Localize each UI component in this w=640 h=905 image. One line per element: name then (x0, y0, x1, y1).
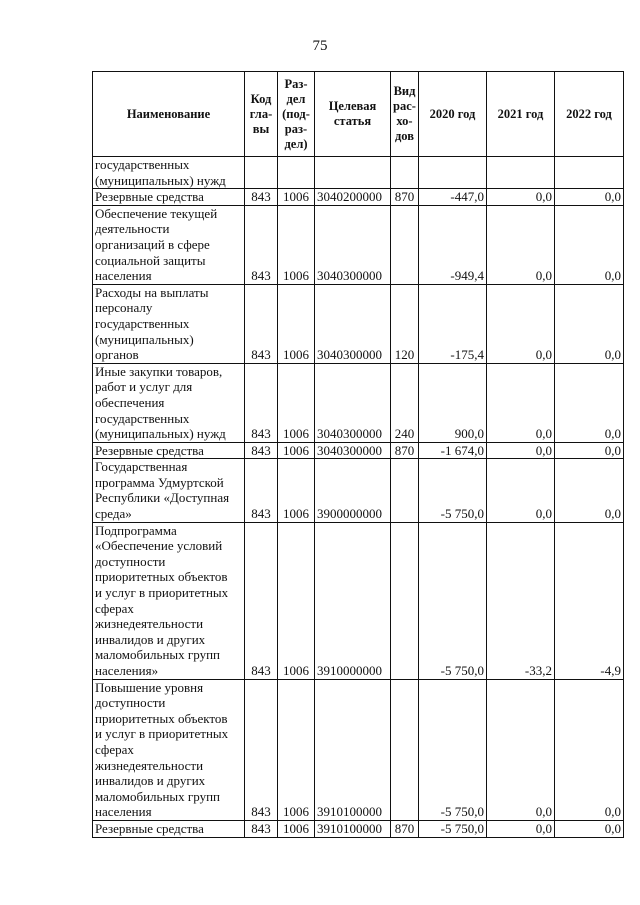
header-2021: 2021 год (487, 72, 555, 157)
cell-statya: 3040300000 (315, 363, 391, 442)
cell-vid (391, 522, 419, 679)
cell-statya: 3900000000 (315, 459, 391, 522)
cell-y2020: -5 750,0 (419, 679, 487, 820)
cell-name: Подпрограмма «Обеспечение условий доступности приоритетных объектов и услуг в приоритетных сферах жизнедеятельности инвалидов и других маломобильных групп населения» (93, 522, 245, 679)
table-row (93, 442, 624, 459)
table-row (93, 459, 624, 522)
cell-razdel: 1006 (278, 205, 315, 284)
cell-vid: 870 (391, 820, 419, 837)
header-glava: Код гла- вы (245, 72, 278, 157)
cell-vid: 870 (391, 189, 419, 206)
cell-razdel: 1006 (278, 189, 315, 206)
cell-vid: 120 (391, 284, 419, 363)
cell-y2020: -5 750,0 (419, 459, 487, 522)
cell-y2021: 0,0 (487, 679, 555, 820)
cell-vid: 870 (391, 442, 419, 459)
cell-y2021: 0,0 (487, 189, 555, 206)
header-2020: 2020 год (419, 72, 487, 157)
cell-statya: 3040300000 (315, 284, 391, 363)
cell-vid (391, 157, 419, 189)
cell-y2022: -4,9 (555, 522, 624, 679)
page-number: 75 (312, 38, 328, 54)
cell-y2020: -1 674,0 (419, 442, 487, 459)
cell-vid (391, 205, 419, 284)
cell-y2022: 0,0 (555, 679, 624, 820)
table-row (93, 522, 624, 679)
cell-y2022: 0,0 (555, 189, 624, 206)
header-2022: 2022 год (555, 72, 624, 157)
cell-y2022: 0,0 (555, 442, 624, 459)
table-row (93, 284, 624, 363)
cell-y2022 (555, 157, 624, 189)
cell-statya (315, 157, 391, 189)
cell-vid (391, 459, 419, 522)
cell-y2022: 0,0 (555, 284, 624, 363)
cell-statya: 3040300000 (315, 442, 391, 459)
cell-y2021: 0,0 (487, 820, 555, 837)
header-statya: Целевая статья (315, 72, 391, 157)
header-vid: Вид рас- хо- дов (391, 72, 419, 157)
cell-vid (391, 679, 419, 820)
cell-y2021 (487, 157, 555, 189)
cell-y2022: 0,0 (555, 363, 624, 442)
cell-y2022: 0,0 (555, 459, 624, 522)
cell-name: Резервные средства (93, 189, 245, 206)
cell-razdel: 1006 (278, 284, 315, 363)
cell-glava: 843 (245, 679, 278, 820)
cell-y2020: -175,4 (419, 284, 487, 363)
cell-razdel: 1006 (278, 442, 315, 459)
cell-name: Резервные средства (93, 442, 245, 459)
cell-y2021: 0,0 (487, 363, 555, 442)
cell-y2020: 900,0 (419, 363, 487, 442)
cell-glava: 843 (245, 205, 278, 284)
cell-vid: 240 (391, 363, 419, 442)
cell-name: Расходы на выплаты персоналу государственных (муниципальных) органов (93, 284, 245, 363)
cell-y2021: 0,0 (487, 459, 555, 522)
cell-y2020: -949,4 (419, 205, 487, 284)
cell-statya: 3910000000 (315, 522, 391, 679)
cell-y2020 (419, 157, 487, 189)
table-row (93, 157, 624, 189)
cell-razdel: 1006 (278, 820, 315, 837)
cell-y2022: 0,0 (555, 820, 624, 837)
table-row (93, 205, 624, 284)
cell-razdel: 1006 (278, 679, 315, 820)
cell-glava: 843 (245, 284, 278, 363)
cell-name: Резервные средства (93, 820, 245, 837)
cell-razdel (278, 157, 315, 189)
cell-y2021: -33,2 (487, 522, 555, 679)
cell-statya: 3040200000 (315, 189, 391, 206)
table-row (93, 820, 624, 837)
cell-y2020: -5 750,0 (419, 522, 487, 679)
cell-razdel: 1006 (278, 522, 315, 679)
table-row (93, 679, 624, 820)
cell-glava: 843 (245, 820, 278, 837)
cell-statya: 3910100000 (315, 820, 391, 837)
table-row (93, 363, 624, 442)
cell-y2020: -5 750,0 (419, 820, 487, 837)
table-row (93, 189, 624, 206)
cell-y2020: -447,0 (419, 189, 487, 206)
cell-name: государственных (муниципальных) нужд (93, 157, 245, 189)
budget-table (92, 71, 624, 838)
cell-glava: 843 (245, 363, 278, 442)
cell-y2022: 0,0 (555, 205, 624, 284)
cell-name: Повышение уровня доступности приоритетных объектов и услуг в приоритетных сферах жизнедеятельности инвалидов и других маломобильных групп населения (93, 679, 245, 820)
cell-name: Обеспечение текущей деятельности организаций в сфере социальной защиты населения (93, 205, 245, 284)
cell-glava: 843 (245, 442, 278, 459)
cell-name: Иные закупки товаров, работ и услуг для обеспечения государственных (муниципальных) нужд (93, 363, 245, 442)
cell-glava: 843 (245, 522, 278, 679)
cell-razdel: 1006 (278, 363, 315, 442)
cell-glava: 843 (245, 189, 278, 206)
cell-y2021: 0,0 (487, 205, 555, 284)
cell-name: Государственная программа Удмуртской Республики «Доступная среда» (93, 459, 245, 522)
cell-statya: 3910100000 (315, 679, 391, 820)
cell-y2021: 0,0 (487, 284, 555, 363)
cell-razdel: 1006 (278, 459, 315, 522)
cell-y2021: 0,0 (487, 442, 555, 459)
header-name: Наименование (93, 72, 245, 157)
header-razdel: Раз- дел (под- раз- дел) (278, 72, 315, 157)
cell-glava (245, 157, 278, 189)
cell-glava: 843 (245, 459, 278, 522)
header-row (93, 72, 624, 157)
cell-statya: 3040300000 (315, 205, 391, 284)
